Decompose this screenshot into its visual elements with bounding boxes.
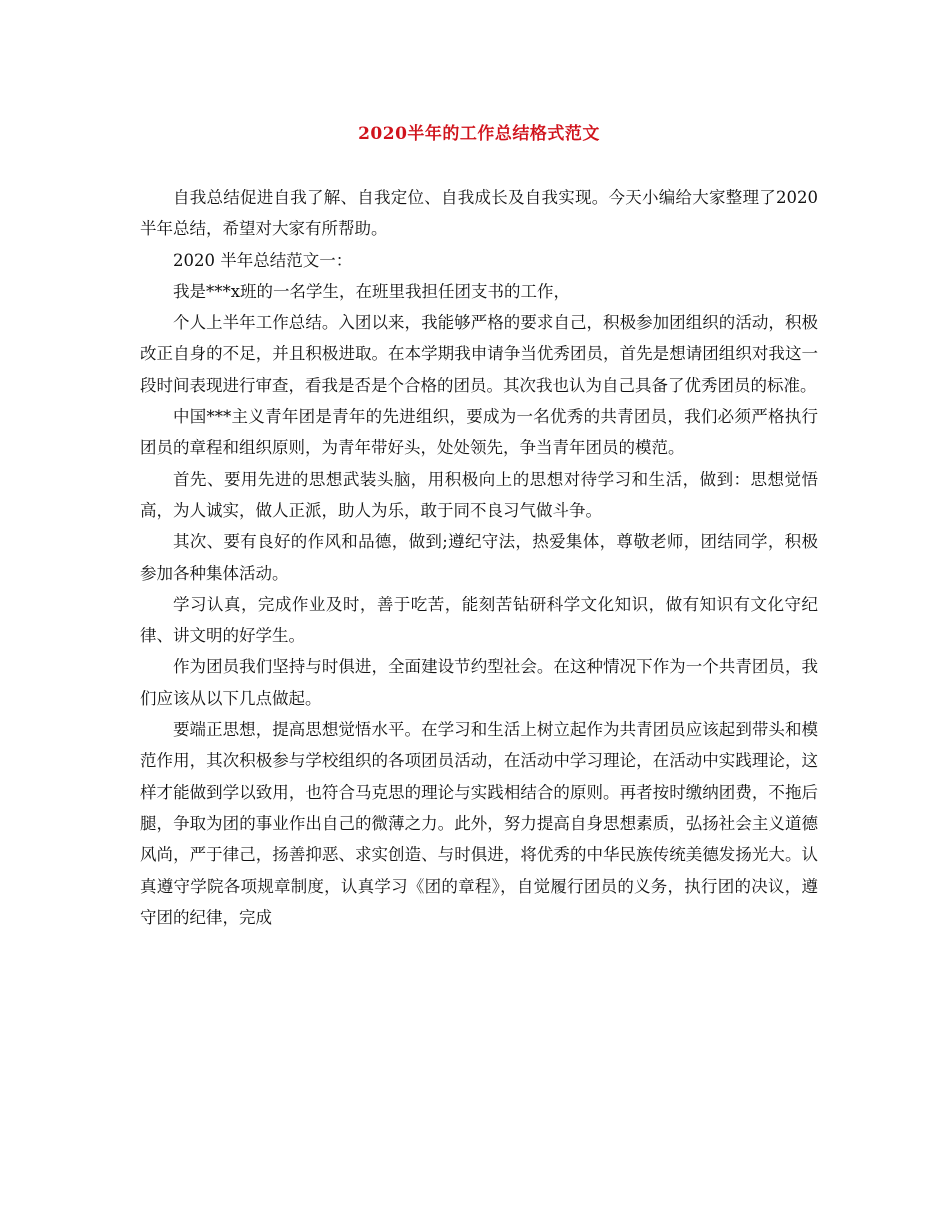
paragraph-youth-league: 中国***主义青年团是青年的先进组织，要成为一名优秀的共青团员，我们必须严格执行团员的章程和组织原则，为青年带好头，处处领先，争当青年团员的模范。 bbox=[140, 407, 818, 458]
paragraph-first-point: 首先、要用先进的思想武装头脑，用积极向上的思想对待学习和生活，做到：思想觉悟高，为人诚实，做人正派，助人为乐，敢于同不良习气做斗争。 bbox=[140, 469, 818, 520]
paragraph-half-year-summary: 个人上半年工作总结。入团以来，我能够严格的要求自己，积极参加团组织的活动，积极改正自身的不足，并且积极进取。在本学期我申请争当优秀团员，首先是想请团组织对我这一段时间表现进行审查，看我是否是个合格的团员。其次我也认为自己具备了优秀团员的标准。 bbox=[140, 313, 818, 395]
paragraph-self-introduction: 我是***x班的一名学生，在班里我担任团支书的工作， bbox=[173, 281, 571, 301]
document-title: 2020半年的工作总结格式范文 bbox=[358, 124, 600, 144]
paragraph-progress: 作为团员我们坚持与时俱进，全面建设节约型社会。在这种情况下作为一个共青团员，我们应该从以下几点做起。 bbox=[140, 657, 818, 708]
paragraph-second-point: 其次、要有良好的作风和品德，做到;遵纪守法，热爱集体，尊敬老师，团结同学，积极参加各种集体活动。 bbox=[140, 532, 818, 583]
paragraph-correct-thinking: 要端正思想，提高思想觉悟水平。在学习和生活上树立起作为共青团员应该起到带头和模范作用，其次积极参与学校组织的各项团员活动，在活动中学习理论，在活动中实践理论，这样才能做到学以致用，也符合马克思的理论与实践相结合的原则。再者按时缴纳团费，不拖后腿，争取为团的事业作出自己的微薄之力。此外，努力提高自身思想素质，弘扬社会主义道德风尚，严于律己，扬善抑恶、求实创造、与时俱进，将优秀的中华民族传统美德发扬光大。认真遵守学院各项规章制度，认真学习《团的章程》，自觉履行团员的义务，执行团的决议，遵守团的纪律，完成 bbox=[140, 720, 818, 927]
paragraph-intro: 自我总结促进自我了解、自我定位、自我成长及自我实现。今天小编给大家整理了2020 半年总结，希望对大家有所帮助。 bbox=[140, 188, 818, 239]
paragraph-sample-heading: 2020 半年总结范文一： bbox=[173, 250, 353, 270]
paragraph-study: 学习认真，完成作业及时，善于吃苦，能刻苦钻研科学文化知识，做有知识有文化守纪律、讲文明的好学生。 bbox=[140, 594, 818, 646]
